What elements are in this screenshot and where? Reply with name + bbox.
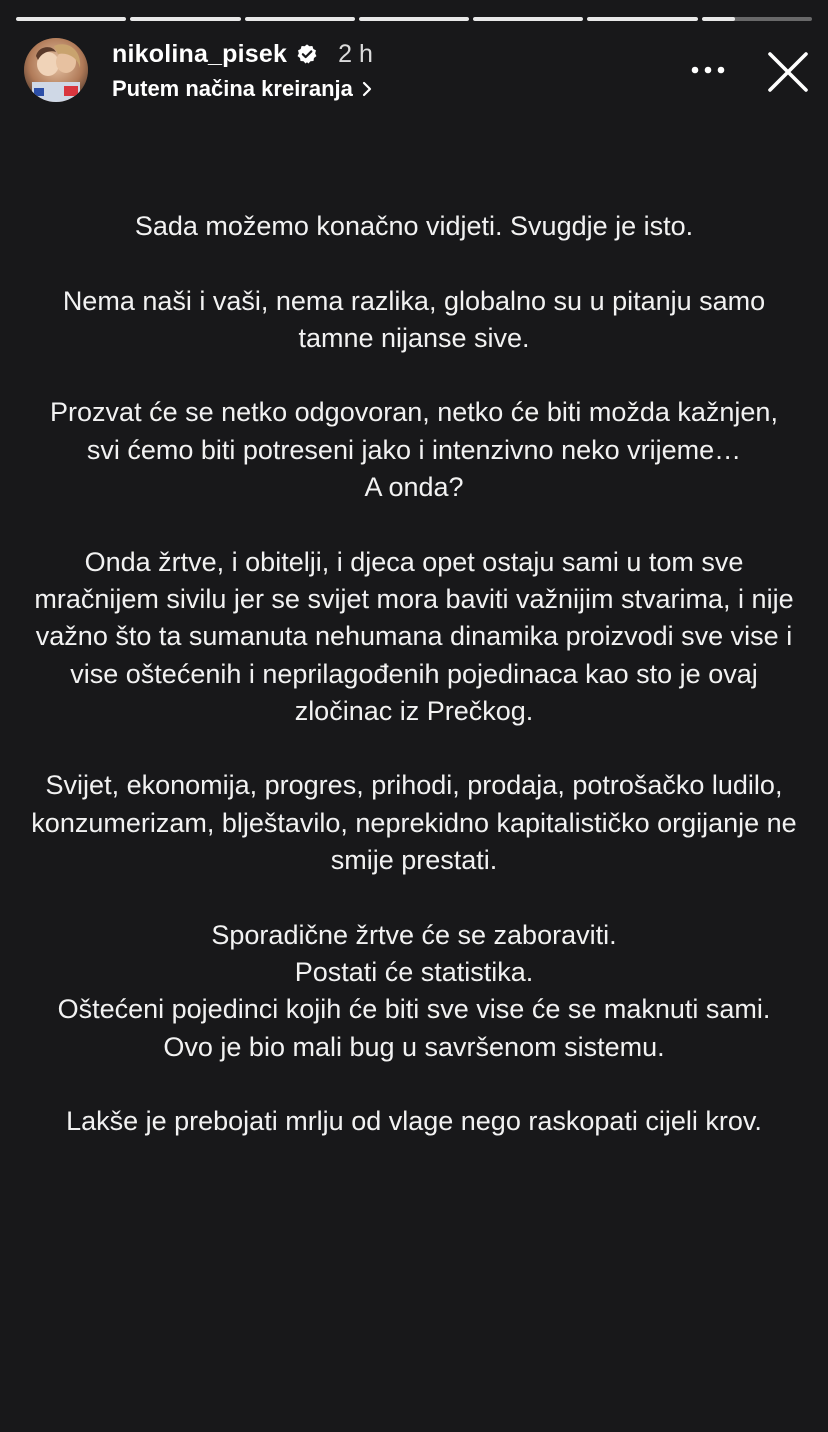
avatar[interactable] — [24, 38, 88, 102]
verified-badge-icon — [296, 43, 318, 65]
story-line: Oštećeni pojedinci kojih će biti sve vise će se maknuti sami. — [57, 994, 771, 1025]
close-button[interactable] — [766, 50, 810, 94]
more-dots-icon — [691, 66, 725, 74]
profile-photo-avatar — [24, 38, 88, 102]
close-icon — [766, 50, 810, 94]
progress-segment-fill — [130, 17, 240, 21]
story-paragraph — [30, 767, 798, 879]
story-line: Postati će statistika. — [294, 956, 534, 987]
story-line: Onda žrtve, i obitelji, i djeca opet ostaju sami u tom sve mračnijem sivilu jer se svijet mora baviti važnijim stvarima, i nije važno što ta sumanuta nehumana dinamika proizvodi sve vise i vise oštećenih i neprilagođenih pojedinaca kao sto je ovaj zločinac iz Prečkog. — [34, 546, 794, 726]
story-text-body — [30, 208, 798, 1140]
username[interactable]: nikolina_pisek — [112, 39, 288, 68]
progress-segment-fill — [245, 17, 355, 21]
story-line: Sada možemo konačno vidjeti. Svugdje je isto. — [134, 211, 694, 241]
progress-segment-fill — [702, 17, 735, 21]
story-line: Svijet, ekonomija, progres, prihodi, prodaja, potrošačko ludilo, konzumerizam, blještavilo, neprekidno kapitalističko orgijanje ne smije prestati. — [31, 770, 797, 876]
progress-segment-fill — [359, 17, 469, 21]
story-paragraph — [30, 917, 798, 1066]
chevron-right-icon — [361, 81, 373, 97]
story-paragraph — [30, 208, 798, 245]
post-time: 2 h — [338, 39, 373, 68]
story-line: Ovo je bio mali bug u savršenom sistemu. — [163, 1031, 665, 1062]
progress-segment — [587, 17, 697, 21]
story-header — [0, 36, 828, 106]
story-paragraph — [30, 1103, 798, 1140]
progress-segment — [702, 17, 812, 21]
story-paragraph — [30, 283, 798, 358]
progress-segment-fill — [587, 17, 697, 21]
progress-segment — [245, 17, 355, 21]
progress-segment — [359, 17, 469, 21]
story-paragraph — [30, 394, 798, 506]
progress-segment-fill — [16, 17, 126, 21]
story-line: Nema naši i vaši, nema razlika, globalno su u pitanju samo tamne nijanse sive. — [62, 285, 766, 353]
story-line: Lakše je prebojati mrlju od vlage nego raskopati cijeli krov. — [66, 1106, 762, 1137]
creation-mode-label: Putem načina kreiranja — [112, 76, 353, 101]
story-line: Sporadične žrtve će se zaboraviti. — [211, 919, 617, 950]
progress-segment — [130, 17, 240, 21]
progress-segment — [473, 17, 583, 21]
story-paragraph — [30, 544, 798, 730]
progress-segment — [16, 17, 126, 21]
story-line: Prozvat će se netko odgovoran, netko će biti možda kažnjen, svi ćemo biti potreseni jako i intenzivno neko vrijeme… — [50, 397, 778, 465]
story-line: A onda? — [364, 472, 464, 503]
creation-mode-link[interactable] — [112, 74, 373, 104]
story-progress-bar — [16, 17, 812, 21]
progress-segment-fill — [473, 17, 583, 21]
more-options-button[interactable] — [688, 54, 728, 86]
